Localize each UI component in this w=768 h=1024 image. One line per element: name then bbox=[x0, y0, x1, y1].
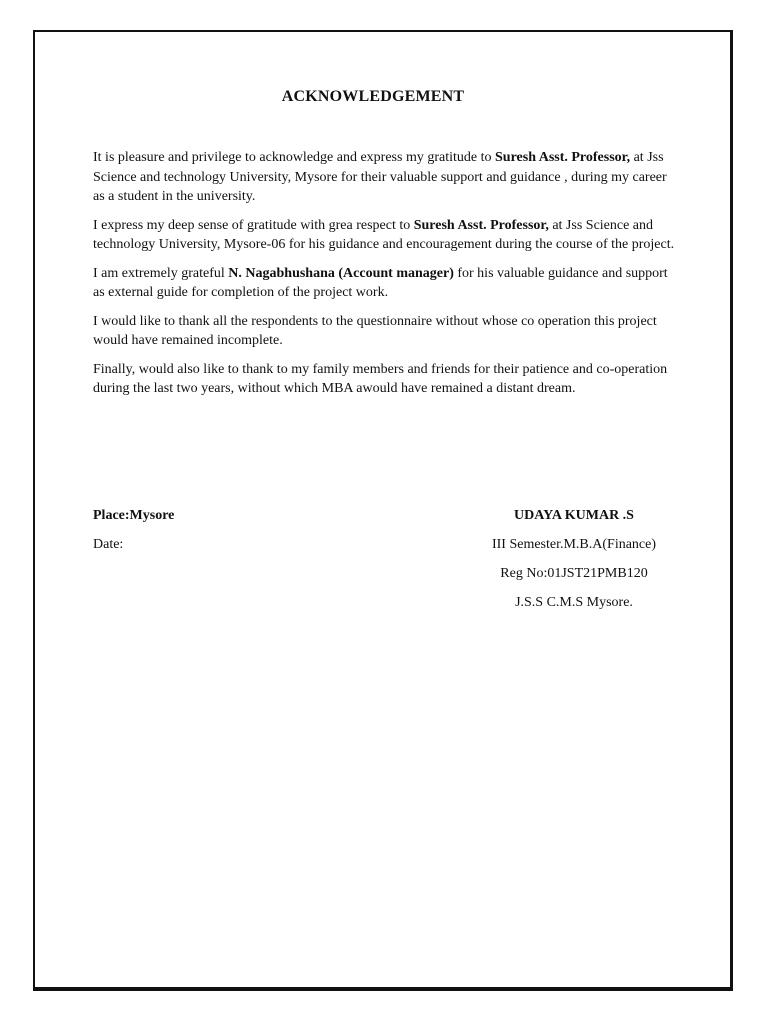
place-label: Place:Mysore bbox=[93, 508, 175, 523]
paragraph-2 bbox=[93, 216, 675, 255]
paragraph-4 bbox=[93, 312, 675, 351]
institution-line: J.S.S C.M.S Mysore. bbox=[515, 595, 633, 610]
paragraph-3 bbox=[93, 264, 675, 303]
date-label: Date: bbox=[93, 537, 124, 552]
paragraph-1-bold-name: Suresh Asst. Professor, bbox=[495, 150, 631, 165]
paragraph-3-text-1: I am extremely grateful bbox=[93, 265, 229, 281]
paragraph-2-text-1: I express my deep sense of gratitude with grea respect to bbox=[93, 217, 414, 233]
place-date-block bbox=[93, 506, 174, 564]
paragraph-1-text-2: at Jss Science and technology University, Mysore for their valuable support and guidance , during my career as a student in the university. bbox=[93, 150, 667, 204]
paragraph-2-bold-name: Suresh Asst. Professor, bbox=[413, 217, 549, 233]
acknowledgement-body bbox=[93, 148, 675, 408]
paragraph-3-bold-name: N. Nagabhushana (Account manager) bbox=[228, 265, 454, 281]
semester-line: III Semester.M.B.A(Finance) bbox=[491, 537, 657, 552]
paragraph-1 bbox=[93, 148, 675, 207]
paragraph-5-text-1: Finally, would also like to thank to my family members and friends for their patience and co-operation during the last two years, without which MBA awould have remained a distant dream. bbox=[93, 361, 668, 396]
signature-block bbox=[460, 506, 688, 622]
paragraph-1-text-1: It is pleasure and privilege to acknowledge and express my gratitude to bbox=[93, 150, 495, 165]
author-name: UDAYA KUMAR .S bbox=[514, 508, 634, 523]
paragraph-3-text-2: for his valuable guidance and support as external guide for completion of the project work. bbox=[93, 265, 668, 300]
reg-no-line: Reg No:01JST21PMB120 bbox=[500, 566, 648, 581]
paragraph-4-text-1: I would like to thank all the respondents to the questionnaire without whose co operation this project would have remained incomplete. bbox=[93, 313, 657, 348]
paragraph-2-text-2: at Jss Science and technology University, Mysore-06 for his guidance and encouragement during the course of the project. bbox=[93, 217, 675, 252]
paragraph-5 bbox=[93, 360, 675, 399]
page-title: ACKNOWLEDGEMENT bbox=[281, 88, 465, 105]
